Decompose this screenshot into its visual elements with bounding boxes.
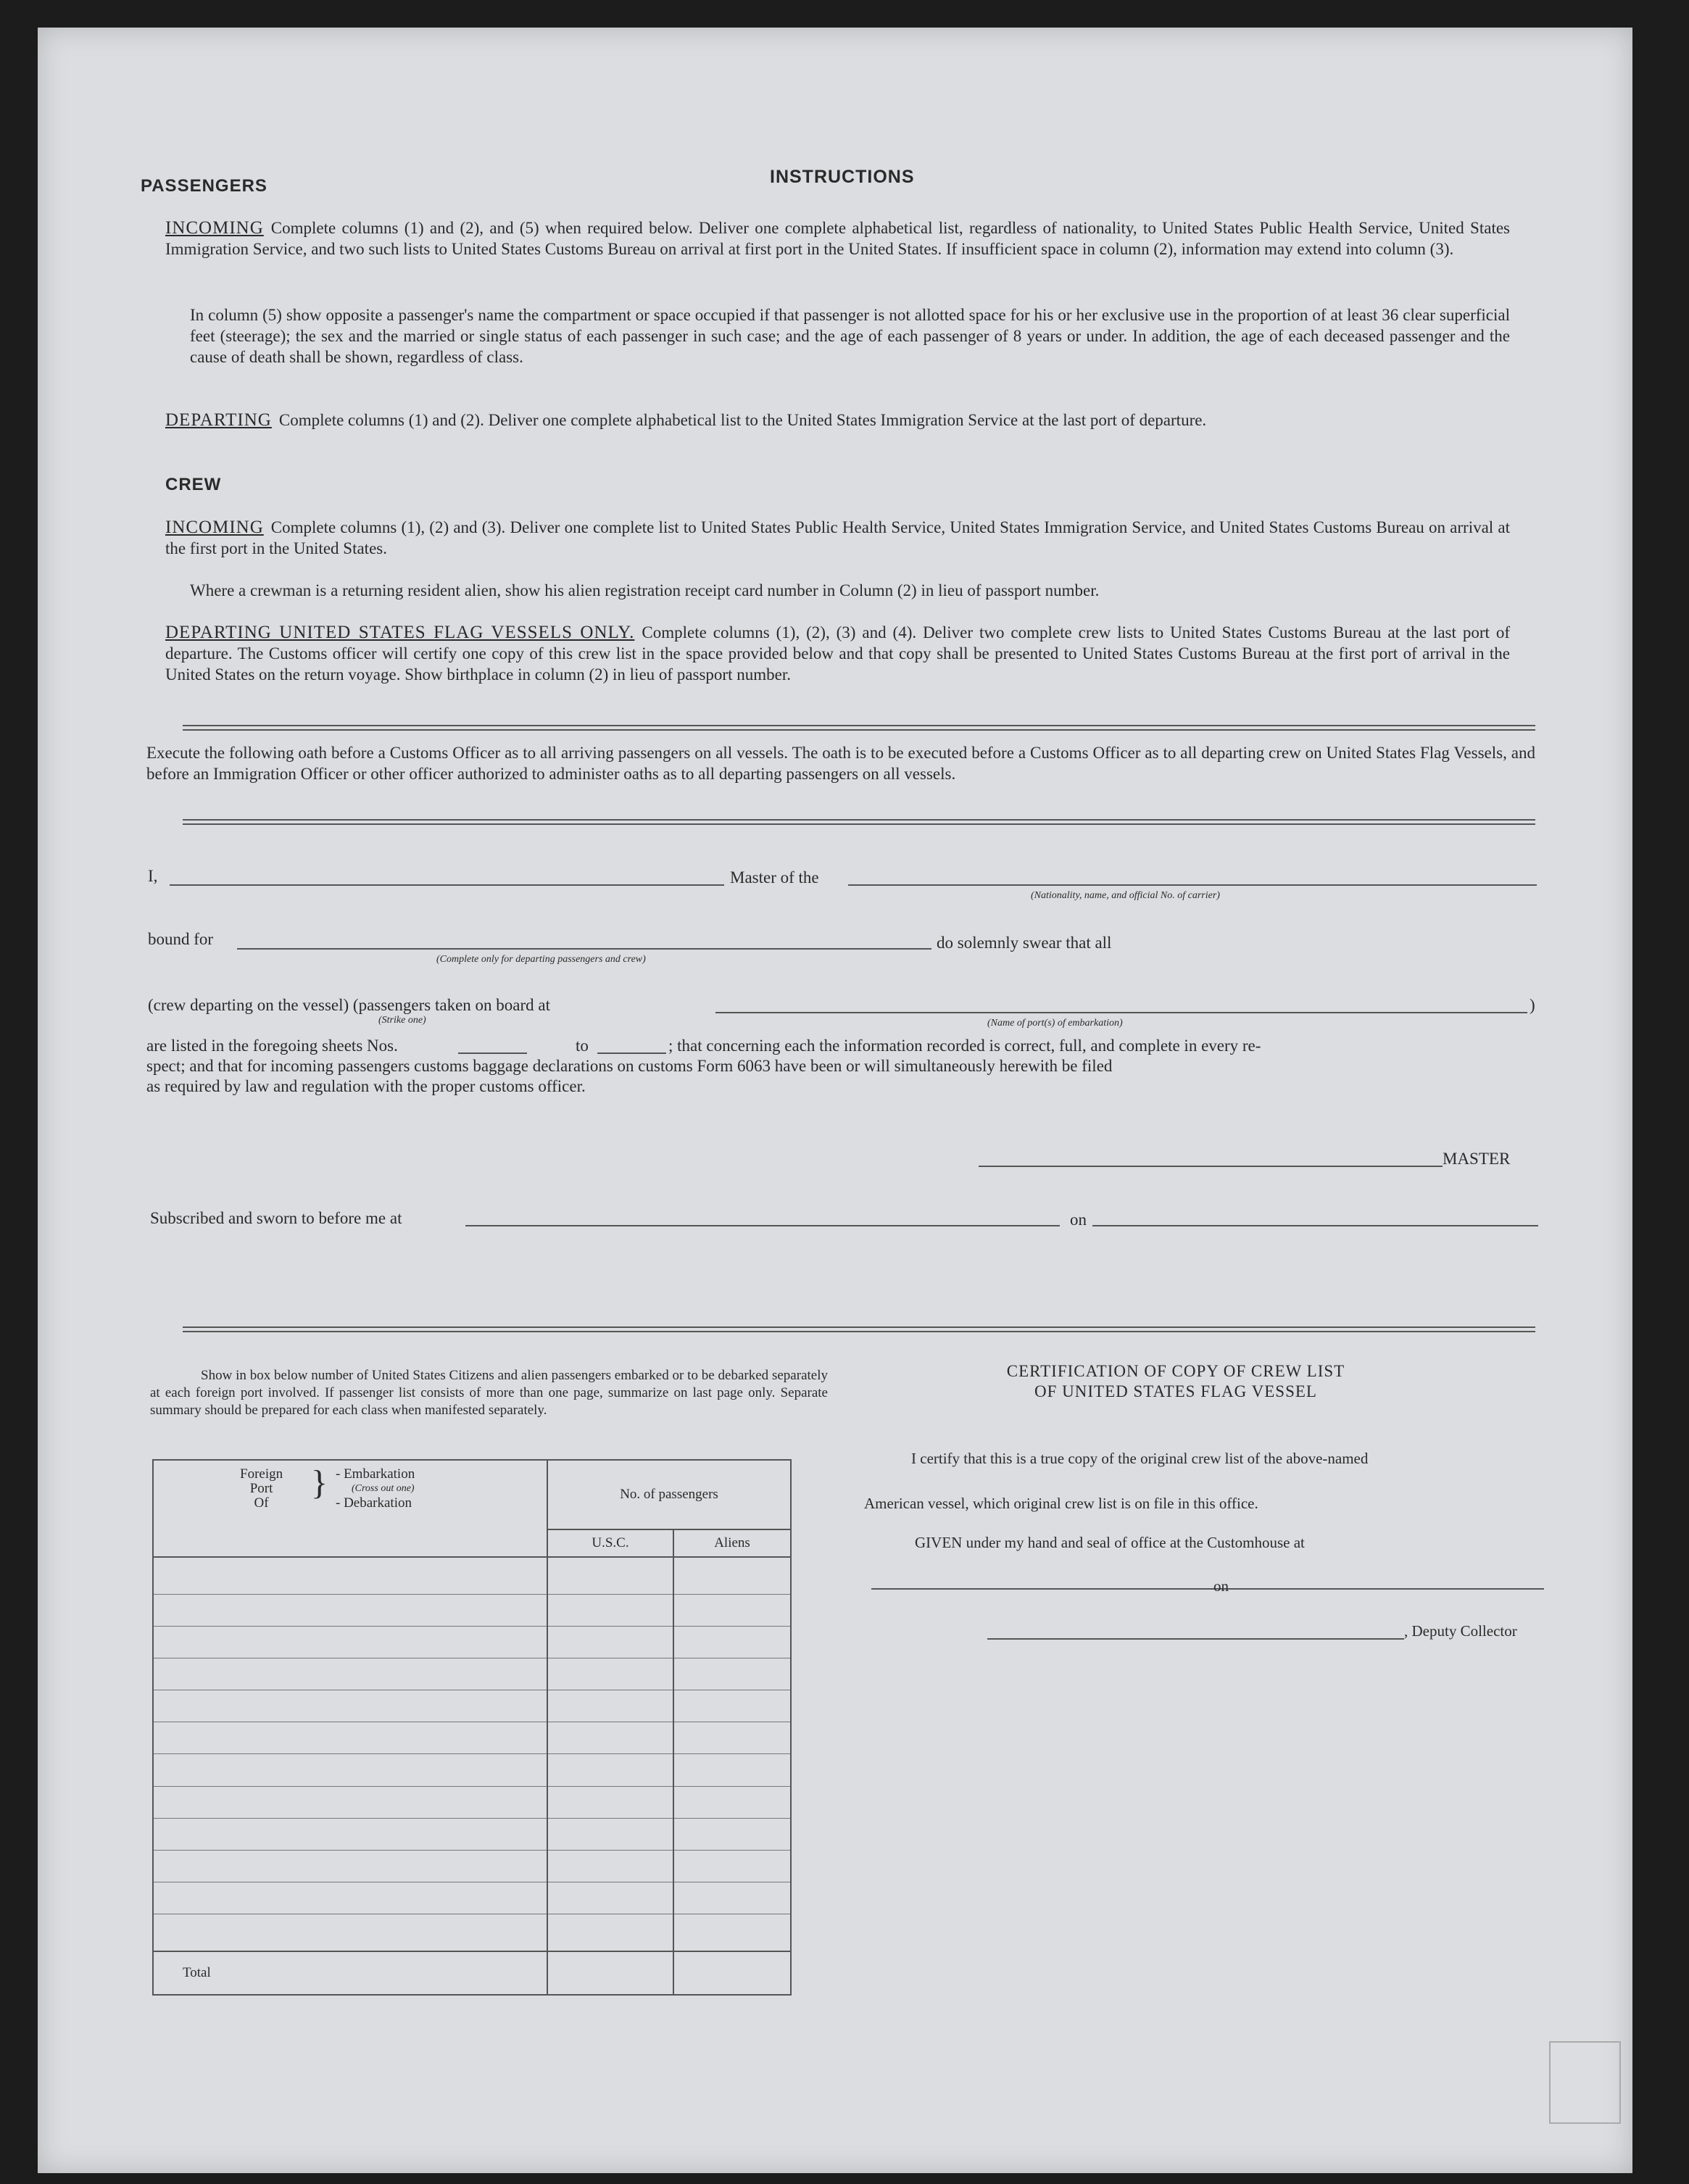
listed-text-b: ; that concerning each the information recorded is correct, full, and complete in every re- — [668, 1037, 1261, 1055]
divider-top — [183, 725, 1535, 731]
port-cell[interactable] — [153, 1658, 547, 1690]
port-cell[interactable] — [153, 1722, 547, 1754]
usc-total-cell[interactable] — [547, 1951, 673, 1995]
certification-date-field[interactable] — [1234, 1588, 1544, 1590]
aliens-cell[interactable] — [673, 1914, 791, 1951]
crew-departing-label: DEPARTING UNITED STATES FLAG VESSELS ONLY. — [165, 623, 635, 642]
aliens-cell[interactable] — [673, 1690, 791, 1722]
of-label: Of — [254, 1495, 269, 1511]
port-embarkation-field[interactable] — [715, 1012, 1527, 1013]
aliens-cell[interactable] — [673, 1594, 791, 1626]
sworn-date-field[interactable] — [1092, 1225, 1538, 1226]
usc-cell[interactable] — [547, 1754, 673, 1786]
port-cell[interactable] — [153, 1594, 547, 1626]
crew-departing-strike-label: (crew departing on the vessel) (passengers taken on board at — [148, 996, 550, 1014]
crew-heading: CREW — [165, 475, 222, 494]
port-cell[interactable] — [153, 1557, 547, 1594]
document-page — [38, 28, 1632, 2173]
customhouse-field[interactable] — [871, 1588, 1234, 1590]
total-label: Total — [153, 1951, 547, 1995]
column5-paragraph: In column (5) show opposite a passenger's name the compartment or space occupied if that passenger is not allotted space for his or her exclusive use in the proportion of at least 36 clear superficial feet (steerage); the sex and the married or single status of each passenger in such case; and the age of each passenger of 8 years or under. In addition, the age of each deceased passenger and the cause of death shall be shown, regardless of class. — [190, 306, 1510, 366]
brace-icon: } — [311, 1463, 328, 1502]
port-cell[interactable] — [153, 1627, 547, 1658]
deputy-collector-signature-field[interactable] — [987, 1638, 1404, 1640]
crew-departing-text: Complete columns (1), (2), (3) and (4). Deliver two complete crew lists to United States Customs Bureau at the last port of departure. The Customs officer will certify one copy of this crew list in the space provided below and that copy shall be presented to United States Customs Bureau at the first port of arrival in the United States on the return voyage. Show birthplace in column (2) in lieu of passport number. — [165, 623, 1510, 684]
complete-only-hint: (Complete only for departing passengers and crew) — [436, 954, 646, 965]
aliens-total-cell[interactable] — [673, 1951, 791, 1995]
port-cell[interactable] — [153, 1786, 547, 1818]
passengers-incoming-paragraph — [165, 217, 1510, 259]
master-label: MASTER — [1443, 1150, 1511, 1168]
close-paren: ) — [1530, 996, 1535, 1014]
aliens-cell[interactable] — [673, 1818, 791, 1850]
deputy-collector-label: , Deputy Collector — [1404, 1622, 1517, 1640]
usc-cell[interactable] — [547, 1850, 673, 1882]
listed-text-d: as required by law and regulation with the proper customs officer. — [146, 1077, 586, 1095]
page-title: INSTRUCTIONS — [770, 167, 915, 187]
usc-cell[interactable] — [547, 1786, 673, 1818]
port-header-cell — [153, 1460, 547, 1557]
aliens-cell[interactable] — [673, 1557, 791, 1594]
crew-incoming-label: INCOMING — [165, 518, 264, 537]
aliens-cell[interactable] — [673, 1786, 791, 1818]
passengers-departing-paragraph — [165, 410, 1510, 431]
no-of-passengers-header: No. of passengers — [547, 1460, 791, 1529]
divider-oath — [183, 819, 1535, 825]
cross-out-hint: (Cross out one) — [352, 1483, 415, 1494]
crew-departing-paragraph — [165, 622, 1510, 685]
usc-cell[interactable] — [547, 1914, 673, 1951]
bound-for-field[interactable] — [237, 948, 931, 950]
port-label: Port — [249, 1481, 273, 1496]
aliens-cell[interactable] — [673, 1754, 791, 1786]
master-name-field[interactable] — [170, 884, 724, 886]
passengers-heading: PASSENGERS — [141, 176, 267, 196]
certification-heading — [900, 1361, 1451, 1402]
sheet-from-field[interactable] — [458, 1052, 527, 1054]
corner-stamp-box — [1549, 2041, 1621, 2124]
passengers-incoming-label: INCOMING — [165, 218, 264, 238]
oath-instruction: Execute the following oath before a Customs Officer as to all arriving passengers on all vessels. The oath is to be executed before a Customs Officer as to all departing crew on United States Flag Vessels, and before an Immigration Officer or other officer authorized to administer oaths as to all departing passengers on all vessels. — [146, 744, 1535, 783]
aliens-cell[interactable] — [673, 1627, 791, 1658]
usc-header: U.S.C. — [547, 1529, 673, 1557]
certification-heading-line2: OF UNITED STATES FLAG VESSEL — [1034, 1382, 1317, 1400]
bound-for-label: bound for — [148, 930, 214, 948]
usc-cell[interactable] — [547, 1594, 673, 1626]
listed-to-label: to — [576, 1037, 589, 1055]
divider-bottom — [183, 1326, 1535, 1332]
port-cell[interactable] — [153, 1690, 547, 1722]
port-embarkation-hint: (Name of port(s) of embarkation) — [987, 1018, 1123, 1029]
summary-instruction: Show in box below number of United States Citizens and alien passengers embarked or to be debarked separately at each foreign port involved. If passenger list consists of more than one page, summarize on last page only. Separate summary should be prepared for each class when manifested separately. — [150, 1368, 828, 1418]
subscribed-label: Subscribed and sworn to before me at — [150, 1209, 402, 1227]
port-cell[interactable] — [153, 1850, 547, 1882]
certification-on-label: on — [1213, 1577, 1229, 1595]
port-cell[interactable] — [153, 1882, 547, 1914]
sworn-on-label: on — [1070, 1211, 1087, 1229]
given-under-text: GIVEN under my hand and seal of office at the Customhouse at — [915, 1534, 1305, 1551]
crew-incoming-text: Complete columns (1), (2) and (3). Deliver one complete list to United States Public Health Service, United States Immigration Service, and United States Customs Bureau on arrival at the first port in the United States. — [165, 518, 1510, 557]
sheet-to-field[interactable] — [597, 1052, 666, 1054]
certification-heading-line1: CERTIFICATION OF COPY OF CREW LIST — [1006, 1362, 1345, 1380]
embarkation-label: - Embarkation — [336, 1466, 415, 1482]
aliens-cell[interactable] — [673, 1722, 791, 1754]
debarkation-label: - Debarkation — [336, 1495, 412, 1511]
listed-text-c: spect; and that for incoming passengers customs baggage declarations on customs Form 6063 have been or will simultaneously herewith be filed — [146, 1057, 1113, 1075]
aliens-header: Aliens — [673, 1529, 791, 1557]
passengers-departing-label: DEPARTING — [165, 410, 272, 430]
usc-cell[interactable] — [547, 1722, 673, 1754]
carrier-field[interactable] — [848, 884, 1537, 886]
port-cell[interactable] — [153, 1754, 547, 1786]
usc-cell[interactable] — [547, 1658, 673, 1690]
sworn-place-field[interactable] — [465, 1225, 1060, 1226]
usc-cell[interactable] — [547, 1818, 673, 1850]
strike-one-hint: (Strike one) — [378, 1015, 426, 1026]
aliens-cell[interactable] — [673, 1882, 791, 1914]
port-cell[interactable] — [153, 1914, 547, 1951]
usc-cell[interactable] — [547, 1882, 673, 1914]
port-summary-table — [152, 1459, 792, 1996]
certify-line2: American vessel, which original crew list is on file in this office. — [864, 1495, 1258, 1512]
port-cell[interactable] — [153, 1818, 547, 1850]
usc-cell[interactable] — [547, 1557, 673, 1594]
usc-cell[interactable] — [547, 1627, 673, 1658]
crew-incoming-paragraph — [165, 517, 1510, 559]
master-of-the-label: Master of the — [730, 868, 819, 887]
foreign-label: Foreign — [240, 1466, 283, 1482]
swear-label: do solemnly swear that all — [937, 934, 1112, 952]
passengers-departing-text: Complete columns (1) and (2). Deliver one complete alphabetical list to the United States Immigration Service at the last port of departure. — [278, 411, 1207, 429]
passengers-incoming-text: Complete columns (1) and (2), and (5) when required below. Deliver one complete alphabetical list, regardless of nationality, to United States Public Health Service, United States Immigration Service, and two such lists to United States Customs Bureau on arrival at first port in the United States. If insufficient space in column (2), information may extend into column (3). — [165, 219, 1510, 258]
nationality-hint: (Nationality, name, and official No. of carrier) — [1031, 890, 1220, 901]
listed-sheets-label: are listed in the foregoing sheets Nos. — [146, 1037, 398, 1055]
master-signature-field[interactable] — [979, 1166, 1443, 1167]
oath-i-label: I, — [148, 867, 158, 885]
certify-line1: I certify that this is a true copy of the original crew list of the above-named — [911, 1450, 1369, 1467]
aliens-cell[interactable] — [673, 1658, 791, 1690]
usc-cell[interactable] — [547, 1690, 673, 1722]
aliens-cell[interactable] — [673, 1850, 791, 1882]
crew-returning-paragraph: Where a crewman is a returning resident alien, show his alien registration receipt card number in Column (2) in lieu of passport number. — [190, 581, 1100, 599]
